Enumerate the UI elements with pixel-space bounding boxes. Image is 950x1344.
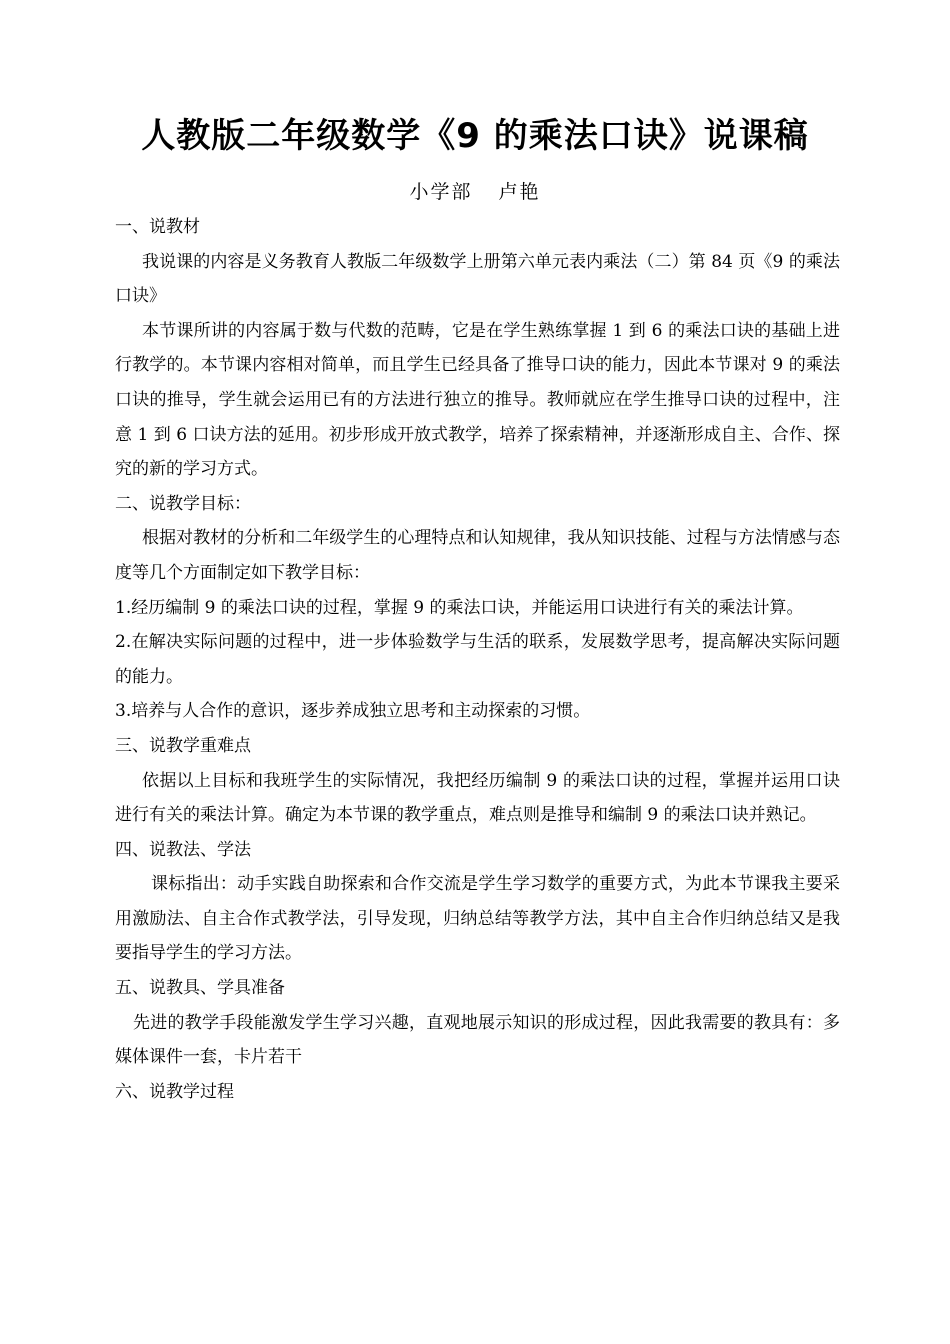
author-line xyxy=(0,174,950,210)
section-heading: 二、说教学目标： xyxy=(115,493,251,514)
document-body xyxy=(115,210,840,1109)
document-title: 人教版二年级数学《9 的乘法口诀》说课稿 xyxy=(141,116,809,156)
paragraph: 本节课所讲的内容属于数与代数的范畴，它是在学生熟练掌握 1 到 6 的乘法口诀的基础上进行教学的。本节课内容相对简单，而且学生已经具备了推导口诀的能力，因此本节课对 9 的乘法口诀的推导，学生就会运用已有的方法进行独立的推导。教师就应在学生推导口诀的过程中，注意 1 到 6 口诀方法的延用。初步形成开放式教学，培养了探索精神，并逐渐形成自主、合作、探究的新的学习方式。 xyxy=(115,320,840,480)
paragraph: 课标指出：动手实践自助探索和合作交流是学生学习数学的重要方式，为此本节课我主要采用激励法、自主合作式教学法，引导发现，归纳总结等教学方法，其中自主合作归纳总结又是我要指导学生的学习方法。 xyxy=(115,874,840,964)
author-name: 卢艳 xyxy=(498,181,541,203)
paragraph: 我说课的内容是义务教育人教版二年级数学上册第六单元表内乘法（二）第 84 页《9 的乘法口诀》 xyxy=(115,251,840,307)
section-heading: 六、说教学过程 xyxy=(115,1081,234,1102)
department-label: 小学部 xyxy=(409,181,473,203)
section-heading: 五、说教具、学具准备 xyxy=(115,978,285,999)
section-heading: 一、说教材 xyxy=(115,217,200,237)
section-heading: 四、说教法、学法 xyxy=(115,839,251,860)
paragraph: 根据对教材的分析和二年级学生的心理特点和认知规律，我从知识技能、过程与方法情感与态度等几个方面制定如下教学目标： xyxy=(115,528,840,583)
paragraph: 依据以上目标和我班学生的实际情况，我把经历编制 9 的乘法口诀的过程，掌握并运用口诀进行有关的乘法计算。确定为本节课的教学重点，难点则是推导和编制 9 的乘法口诀并熟记。 xyxy=(115,770,840,826)
section-heading: 三、说教学重难点 xyxy=(115,735,251,756)
paragraph: 先进的教学手段能激发学生学习兴趣，直观地展示知识的形成过程，因此我需要的教具有：多媒体课件一套，卡片若干 xyxy=(115,1012,840,1068)
list-item: 2.在解决实际问题的过程中，进一步体验数学与生活的联系，发展数学思考，提高解决实际问题的能力。 xyxy=(115,632,840,687)
list-item: 1.经历编制 9 的乘法口诀的过程，掌握 9 的乘法口诀，并能运用口诀进行有关的乘法计算。 xyxy=(115,597,804,618)
list-item: 3.培养与人合作的意识，逐步养成独立思考和主动探索的习惯。 xyxy=(115,701,591,722)
